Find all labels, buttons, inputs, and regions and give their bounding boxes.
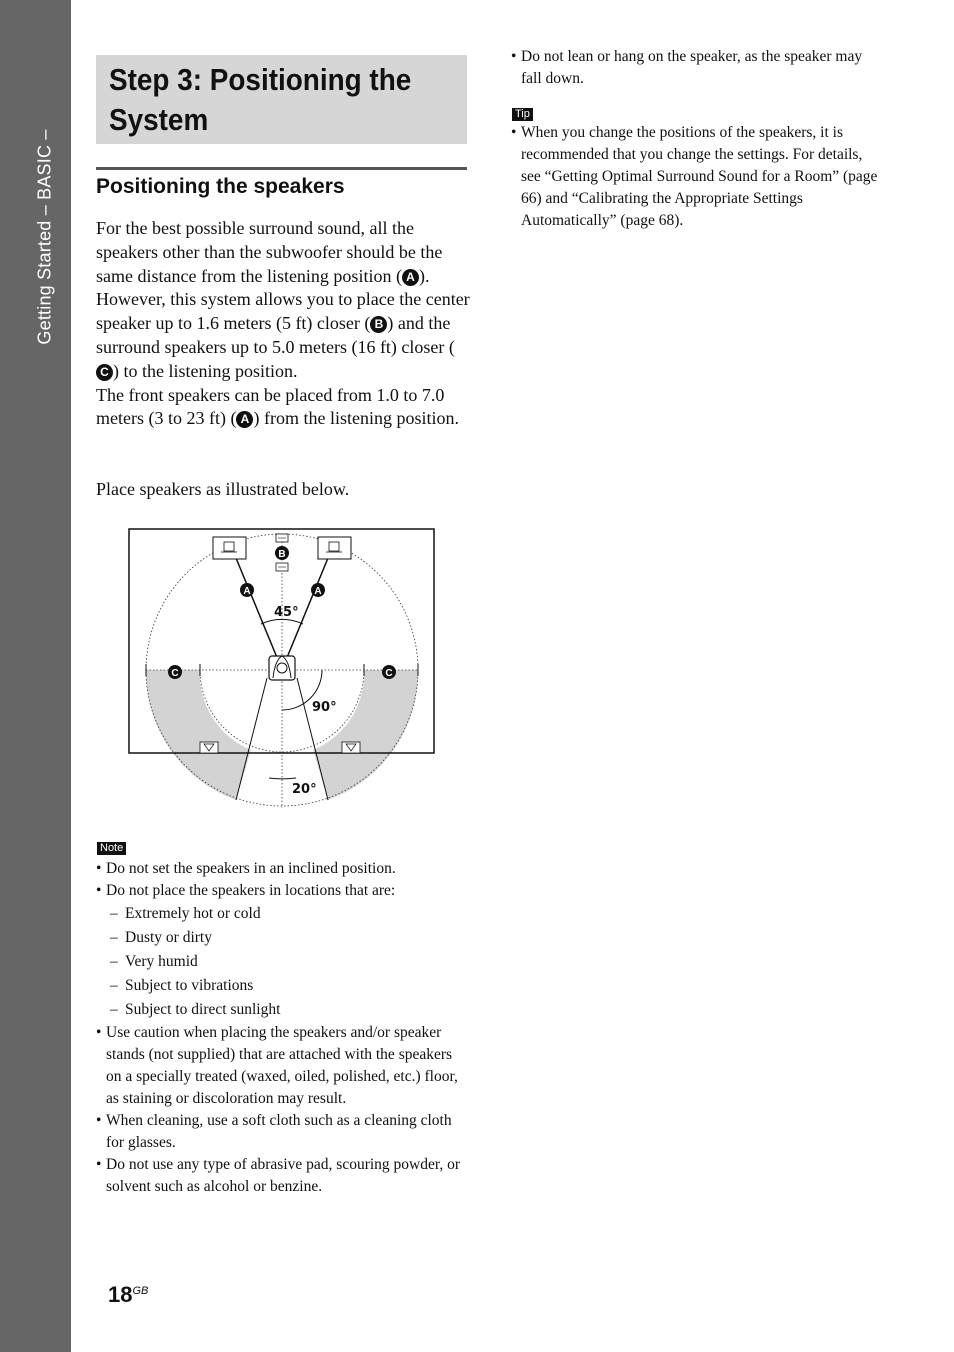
side-tab-label: Getting Started – BASIC –	[34, 129, 55, 345]
note-label: Note	[97, 842, 126, 855]
marker-a-icon: A	[402, 269, 419, 286]
body-paragraph-1	[96, 217, 471, 384]
note-item: • When cleaning, use a soft cloth such as a cleaning cloth for glasses.	[96, 1110, 471, 1154]
angle-label-front: 45°	[274, 605, 299, 620]
diagram-marker-b	[275, 546, 289, 560]
body-p2-b: ) from the listening position.	[253, 408, 459, 429]
note-item: • Do not set the speakers in an inclined position.	[96, 858, 471, 880]
section-rule	[96, 167, 467, 170]
surround-zone-left	[146, 670, 251, 800]
angle-arc-rear	[269, 778, 296, 779]
body-text	[96, 217, 471, 431]
right-column-notes	[511, 46, 883, 90]
svg-text:B: B	[278, 549, 286, 560]
front-left-speaker-icon	[213, 537, 246, 559]
page-title-line1: Step 3: Positioning the	[109, 62, 412, 97]
page-number-value: 18	[108, 1282, 133, 1307]
marker-a-icon: A	[236, 411, 253, 428]
note-item: • Do not place the speakers in locations that are:	[96, 880, 471, 902]
body-p1-d: ) to the listening position.	[113, 360, 298, 381]
svg-text:A: A	[314, 586, 322, 597]
note-item: • Use caution when placing the speakers and/or speaker stands (not supplied) that are attached with the speakers on a specially treated (waxed, oiled, polished, etc.) floor, as staining or discoloration may result.	[96, 1022, 471, 1110]
note-subitem: – Very humid	[96, 950, 471, 974]
surround-right-speaker-icon	[342, 742, 360, 753]
diagram-marker-c-right	[382, 665, 396, 679]
speaker-placement-diagram	[128, 528, 438, 813]
diagram-marker-a-left	[240, 583, 254, 597]
page-title-line2: System	[109, 102, 209, 137]
surround-zone-right	[313, 670, 418, 800]
section-title: Positioning the speakers	[96, 175, 345, 198]
listener-icon	[269, 656, 295, 680]
svg-text:A: A	[243, 586, 251, 597]
diagram-marker-c-left	[168, 665, 182, 679]
page-title	[109, 60, 424, 140]
note-item: • Do not lean or hang on the speaker, as the speaker may fall down.	[511, 46, 883, 90]
note-subitem: – Subject to direct sunlight	[96, 998, 471, 1022]
tip-item: • When you change the positions of the speakers, it is recommended that you change the settings. For details, see “Getting Optimal Surround Sound for a Room” (page 66) and “Calibrating the Appropriate Settings Automatically” (page 68).	[511, 122, 883, 232]
marker-b-icon: B	[370, 316, 387, 333]
tip-label: Tip	[512, 108, 533, 121]
surround-left-speaker-icon	[200, 742, 218, 753]
angle-label-side: 90°	[312, 700, 337, 715]
place-instruction: Place speakers as illustrated below.	[96, 479, 350, 499]
rear-boundary-left	[236, 678, 267, 800]
angle-label-rear: 20°	[292, 782, 317, 797]
body-p2-a: The front speakers can be placed from 1.0 to 7.0 meters (3 to 23 ft) (	[96, 384, 445, 429]
front-left-line	[236, 558, 278, 660]
body-p1-c: ) and the surround speakers up to 5.0 meters (16 ft) closer (	[96, 313, 455, 357]
front-right-speaker-icon	[318, 537, 351, 559]
page-number-suffix: GB	[132, 1285, 149, 1297]
body-paragraph-2	[96, 384, 471, 432]
note-subitem: – Dusty or dirty	[96, 926, 471, 950]
tip-list	[511, 122, 883, 232]
page-number	[108, 1282, 148, 1308]
svg-text:C: C	[171, 668, 179, 679]
marker-c-icon: C	[96, 364, 113, 381]
body-p1-b: ). However, this system allows you to place the center speaker up to 1.6 meters (5 ft) closer (	[96, 265, 470, 334]
note-subitem: – Extremely hot or cold	[96, 902, 471, 926]
note-item: • Do not use any type of abrasive pad, scouring powder, or solvent such as alcohol or benzine.	[96, 1154, 471, 1198]
note-list	[96, 858, 471, 1198]
side-tab-label-wrap	[26, 112, 64, 362]
body-p1-a: For the best possible surround sound, all the speakers other than the subwoofer should be the same distance from the listening position (	[96, 218, 443, 286]
svg-text:C: C	[385, 668, 393, 679]
note-subitem: – Subject to vibrations	[96, 974, 471, 998]
diagram-marker-a-right	[311, 583, 325, 597]
